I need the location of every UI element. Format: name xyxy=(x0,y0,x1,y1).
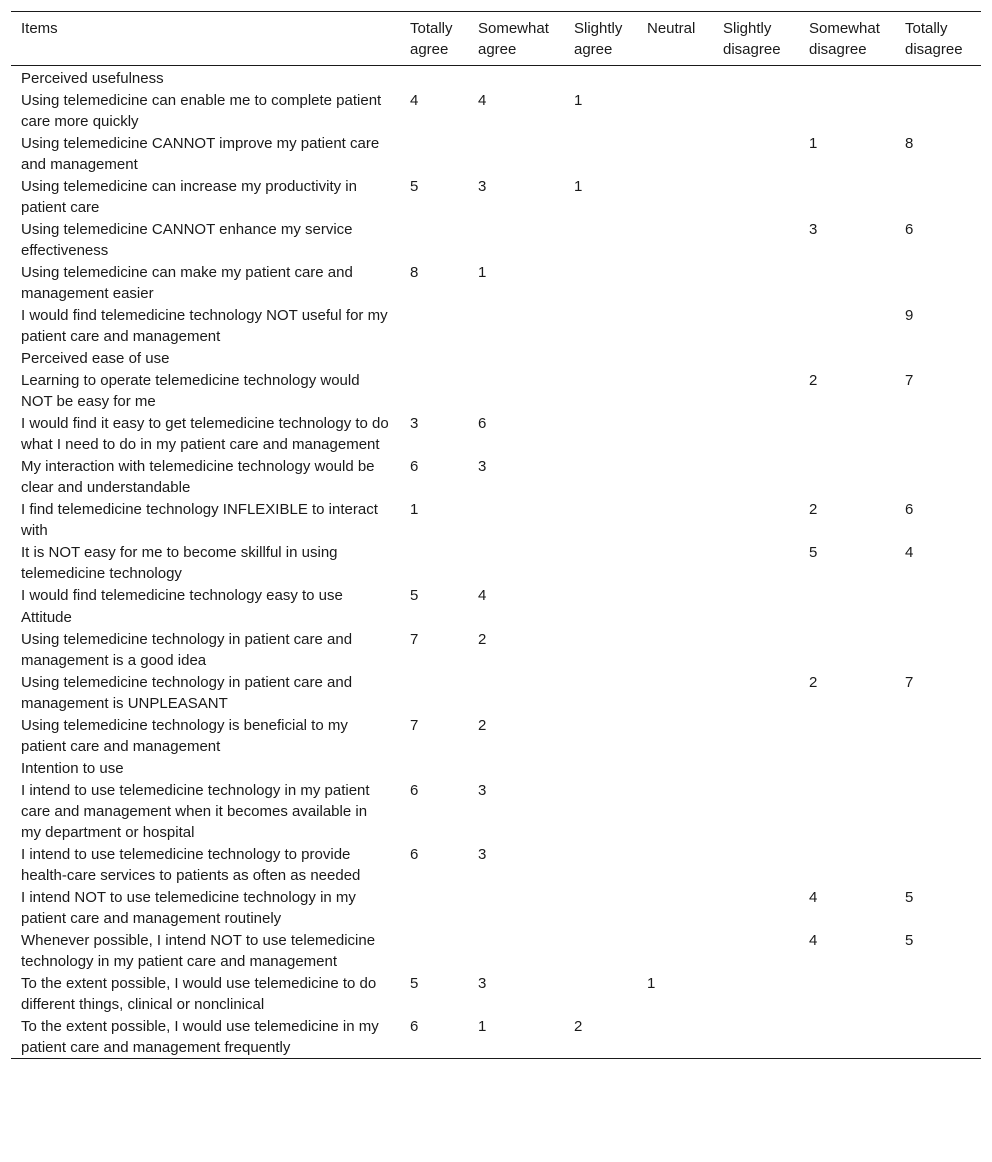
response-count xyxy=(713,412,799,455)
response-count xyxy=(895,584,981,606)
response-count xyxy=(713,304,799,347)
response-count xyxy=(637,498,713,541)
response-count xyxy=(400,671,468,714)
response-count xyxy=(564,671,637,714)
section-row xyxy=(11,347,981,369)
response-count xyxy=(713,1015,799,1059)
response-count xyxy=(564,584,637,606)
item-label: My interaction with telemedicine technology would be clear and understandable xyxy=(21,458,375,496)
response-count xyxy=(713,584,799,606)
response-count xyxy=(637,412,713,455)
response-count: 6 xyxy=(410,1018,419,1035)
section-label: Perceived ease of use xyxy=(21,350,170,367)
response-count: 5 xyxy=(410,587,419,604)
response-count xyxy=(637,843,713,886)
response-count xyxy=(799,412,895,455)
survey-table-container xyxy=(11,11,981,1059)
response-count xyxy=(564,779,637,843)
table-row xyxy=(11,1015,981,1059)
table-row xyxy=(11,886,981,929)
response-count: 7 xyxy=(410,631,419,648)
item-label: To the extent possible, I would use telemedicine in my patient care and management frequently xyxy=(21,1018,379,1056)
response-count xyxy=(799,1015,895,1059)
response-count xyxy=(564,498,637,541)
response-count xyxy=(799,714,895,757)
response-count xyxy=(895,175,981,218)
item-label: Using telemedicine can make my patient care and management easier xyxy=(21,264,353,302)
item-label: Using telemedicine technology is beneficial to my patient care and management xyxy=(21,717,348,755)
response-count xyxy=(713,843,799,886)
table-row xyxy=(11,132,981,175)
item-label: I find telemedicine technology INFLEXIBLE to interact with xyxy=(21,501,378,539)
response-count xyxy=(713,261,799,304)
response-count xyxy=(468,218,564,261)
response-count xyxy=(564,304,637,347)
response-count: 5 xyxy=(410,975,419,992)
response-count xyxy=(468,886,564,929)
response-count xyxy=(713,89,799,132)
response-count: 4 xyxy=(905,544,914,561)
table-row xyxy=(11,779,981,843)
response-count: 5 xyxy=(905,932,914,949)
response-count: 8 xyxy=(905,135,914,152)
response-count xyxy=(564,843,637,886)
response-count xyxy=(713,886,799,929)
response-count: 2 xyxy=(809,674,818,691)
response-count: 4 xyxy=(410,92,419,109)
response-count xyxy=(713,541,799,584)
response-count xyxy=(895,1015,981,1059)
response-count xyxy=(799,843,895,886)
response-count: 3 xyxy=(410,415,419,432)
item-label: Using telemedicine technology in patient care and management is a good idea xyxy=(21,631,353,669)
response-count: 2 xyxy=(574,1018,583,1035)
item-label: I intend NOT to use telemedicine technology in my patient care and management routinely xyxy=(21,889,356,927)
response-count xyxy=(713,714,799,757)
column-header: Totally agree xyxy=(410,20,453,58)
response-count: 5 xyxy=(809,544,818,561)
response-count xyxy=(400,369,468,412)
response-count: 8 xyxy=(410,264,419,281)
response-count: 1 xyxy=(809,135,818,152)
response-count xyxy=(637,304,713,347)
response-count xyxy=(637,628,713,671)
response-count xyxy=(895,628,981,671)
response-count: 6 xyxy=(410,458,419,475)
response-count xyxy=(468,929,564,972)
item-label: I intend to use telemedicine technology to provide health-care services to patients as often as needed xyxy=(21,846,361,884)
section-row xyxy=(11,606,981,628)
survey-results-table xyxy=(11,11,981,1059)
response-count xyxy=(799,628,895,671)
response-count: 7 xyxy=(905,674,914,691)
response-count xyxy=(713,628,799,671)
column-header: Slightly disagree xyxy=(723,20,781,58)
table-header xyxy=(11,12,981,66)
table-row xyxy=(11,175,981,218)
response-count xyxy=(564,714,637,757)
section-label: Perceived usefulness xyxy=(21,70,164,87)
item-label: I would find telemedicine technology NOT useful for my patient care and management xyxy=(21,307,388,345)
response-count xyxy=(637,132,713,175)
table-row xyxy=(11,455,981,498)
response-count xyxy=(400,886,468,929)
table-row xyxy=(11,89,981,132)
item-label: To the extent possible, I would use telemedicine to do different things, clinical or nonclinical xyxy=(21,975,377,1013)
response-count xyxy=(895,779,981,843)
response-count: 2 xyxy=(809,501,818,518)
response-count: 1 xyxy=(478,264,487,281)
response-count xyxy=(400,541,468,584)
response-count: 2 xyxy=(478,631,487,648)
response-count xyxy=(400,218,468,261)
response-count xyxy=(400,304,468,347)
response-count xyxy=(637,541,713,584)
table-row xyxy=(11,628,981,671)
response-count: 3 xyxy=(478,846,487,863)
response-count: 1 xyxy=(574,178,583,195)
response-count: 7 xyxy=(905,372,914,389)
response-count xyxy=(637,584,713,606)
table-row xyxy=(11,584,981,606)
response-count xyxy=(468,369,564,412)
response-count: 6 xyxy=(905,221,914,238)
column-header: Totally disagree xyxy=(905,20,963,58)
table-row xyxy=(11,972,981,1015)
table-row xyxy=(11,412,981,455)
response-count xyxy=(564,929,637,972)
response-count xyxy=(637,261,713,304)
response-count xyxy=(713,779,799,843)
table-row xyxy=(11,498,981,541)
table-row xyxy=(11,843,981,886)
response-count xyxy=(468,498,564,541)
section-label: Intention to use xyxy=(21,760,124,777)
table-row xyxy=(11,671,981,714)
item-label: Using telemedicine can enable me to complete patient care more quickly xyxy=(21,92,382,130)
response-count: 1 xyxy=(647,975,656,992)
response-count xyxy=(713,671,799,714)
response-count xyxy=(713,175,799,218)
response-count xyxy=(637,1015,713,1059)
response-count xyxy=(564,541,637,584)
response-count xyxy=(468,671,564,714)
response-count xyxy=(895,455,981,498)
response-count xyxy=(799,455,895,498)
response-count xyxy=(564,886,637,929)
response-count xyxy=(713,132,799,175)
item-label: Using telemedicine technology in patient care and management is UNPLEASANT xyxy=(21,674,353,712)
response-count: 3 xyxy=(478,782,487,799)
item-label: It is NOT easy for me to become skillful in using telemedicine technology xyxy=(21,544,338,582)
column-header: Neutral xyxy=(647,20,696,37)
response-count: 3 xyxy=(478,178,487,195)
section-label: Attitude xyxy=(21,609,72,626)
section-row xyxy=(11,66,981,90)
column-header: Slightly agree xyxy=(574,20,623,58)
response-count: 3 xyxy=(478,975,487,992)
response-count xyxy=(713,455,799,498)
response-count xyxy=(799,261,895,304)
response-count xyxy=(637,218,713,261)
response-count xyxy=(468,541,564,584)
response-count xyxy=(713,218,799,261)
response-count xyxy=(713,972,799,1015)
response-count: 6 xyxy=(410,846,419,863)
table-row xyxy=(11,304,981,347)
response-count: 2 xyxy=(478,717,487,734)
table-row xyxy=(11,541,981,584)
response-count xyxy=(564,261,637,304)
response-count xyxy=(564,132,637,175)
table-row xyxy=(11,218,981,261)
response-count xyxy=(637,779,713,843)
response-count xyxy=(799,304,895,347)
response-count: 4 xyxy=(478,587,487,604)
response-count xyxy=(799,89,895,132)
item-label: I would find telemedicine technology easy to use xyxy=(21,587,343,604)
response-count: 3 xyxy=(809,221,818,238)
response-count: 6 xyxy=(478,415,487,432)
response-count xyxy=(895,972,981,1015)
item-label: I intend to use telemedicine technology in my patient care and management when it becomes available in my department or hospital xyxy=(21,782,370,841)
response-count xyxy=(564,369,637,412)
response-count: 5 xyxy=(905,889,914,906)
response-count: 4 xyxy=(809,932,818,949)
response-count xyxy=(637,369,713,412)
response-count: 1 xyxy=(410,501,419,518)
response-count xyxy=(468,132,564,175)
item-label: Whenever possible, I intend NOT to use telemedicine technology in my patient care and management xyxy=(21,932,376,970)
response-count xyxy=(799,779,895,843)
response-count: 4 xyxy=(809,889,818,906)
response-count: 3 xyxy=(478,458,487,475)
response-count xyxy=(637,89,713,132)
table-body xyxy=(11,66,981,1059)
response-count xyxy=(637,671,713,714)
response-count xyxy=(895,412,981,455)
response-count: 9 xyxy=(905,307,914,324)
response-count xyxy=(564,455,637,498)
response-count: 4 xyxy=(478,92,487,109)
response-count xyxy=(713,929,799,972)
response-count xyxy=(400,929,468,972)
item-label: I would find it easy to get telemedicine technology to do what I need to do in my patient care and management xyxy=(21,415,389,453)
header-row xyxy=(11,12,981,66)
response-count xyxy=(564,412,637,455)
table-row xyxy=(11,929,981,972)
response-count xyxy=(895,89,981,132)
item-label: Using telemedicine CANNOT improve my patient care and management xyxy=(21,135,380,173)
response-count: 7 xyxy=(410,717,419,734)
response-count: 5 xyxy=(410,178,419,195)
item-label: Using telemedicine CANNOT enhance my service effectiveness xyxy=(21,221,353,259)
response-count: 2 xyxy=(809,372,818,389)
response-count xyxy=(895,843,981,886)
column-header: Somewhat disagree xyxy=(809,20,880,58)
response-count: 1 xyxy=(478,1018,487,1035)
item-label: Using telemedicine can increase my productivity in patient care xyxy=(21,178,357,216)
response-count xyxy=(564,628,637,671)
response-count xyxy=(895,261,981,304)
column-header: Somewhat agree xyxy=(478,20,549,58)
response-count xyxy=(637,929,713,972)
response-count xyxy=(895,714,981,757)
column-header: Items xyxy=(21,20,58,37)
response-count xyxy=(564,972,637,1015)
section-row xyxy=(11,757,981,779)
response-count xyxy=(713,498,799,541)
response-count xyxy=(564,218,637,261)
response-count xyxy=(713,369,799,412)
response-count: 1 xyxy=(574,92,583,109)
response-count: 6 xyxy=(905,501,914,518)
response-count xyxy=(637,886,713,929)
response-count xyxy=(637,175,713,218)
response-count xyxy=(799,175,895,218)
response-count xyxy=(400,132,468,175)
item-label: Learning to operate telemedicine technology would NOT be easy for me xyxy=(21,372,360,410)
response-count xyxy=(799,584,895,606)
response-count xyxy=(468,304,564,347)
response-count xyxy=(637,714,713,757)
response-count xyxy=(637,455,713,498)
response-count: 6 xyxy=(410,782,419,799)
table-row xyxy=(11,369,981,412)
response-count xyxy=(799,972,895,1015)
table-row xyxy=(11,261,981,304)
table-row xyxy=(11,714,981,757)
